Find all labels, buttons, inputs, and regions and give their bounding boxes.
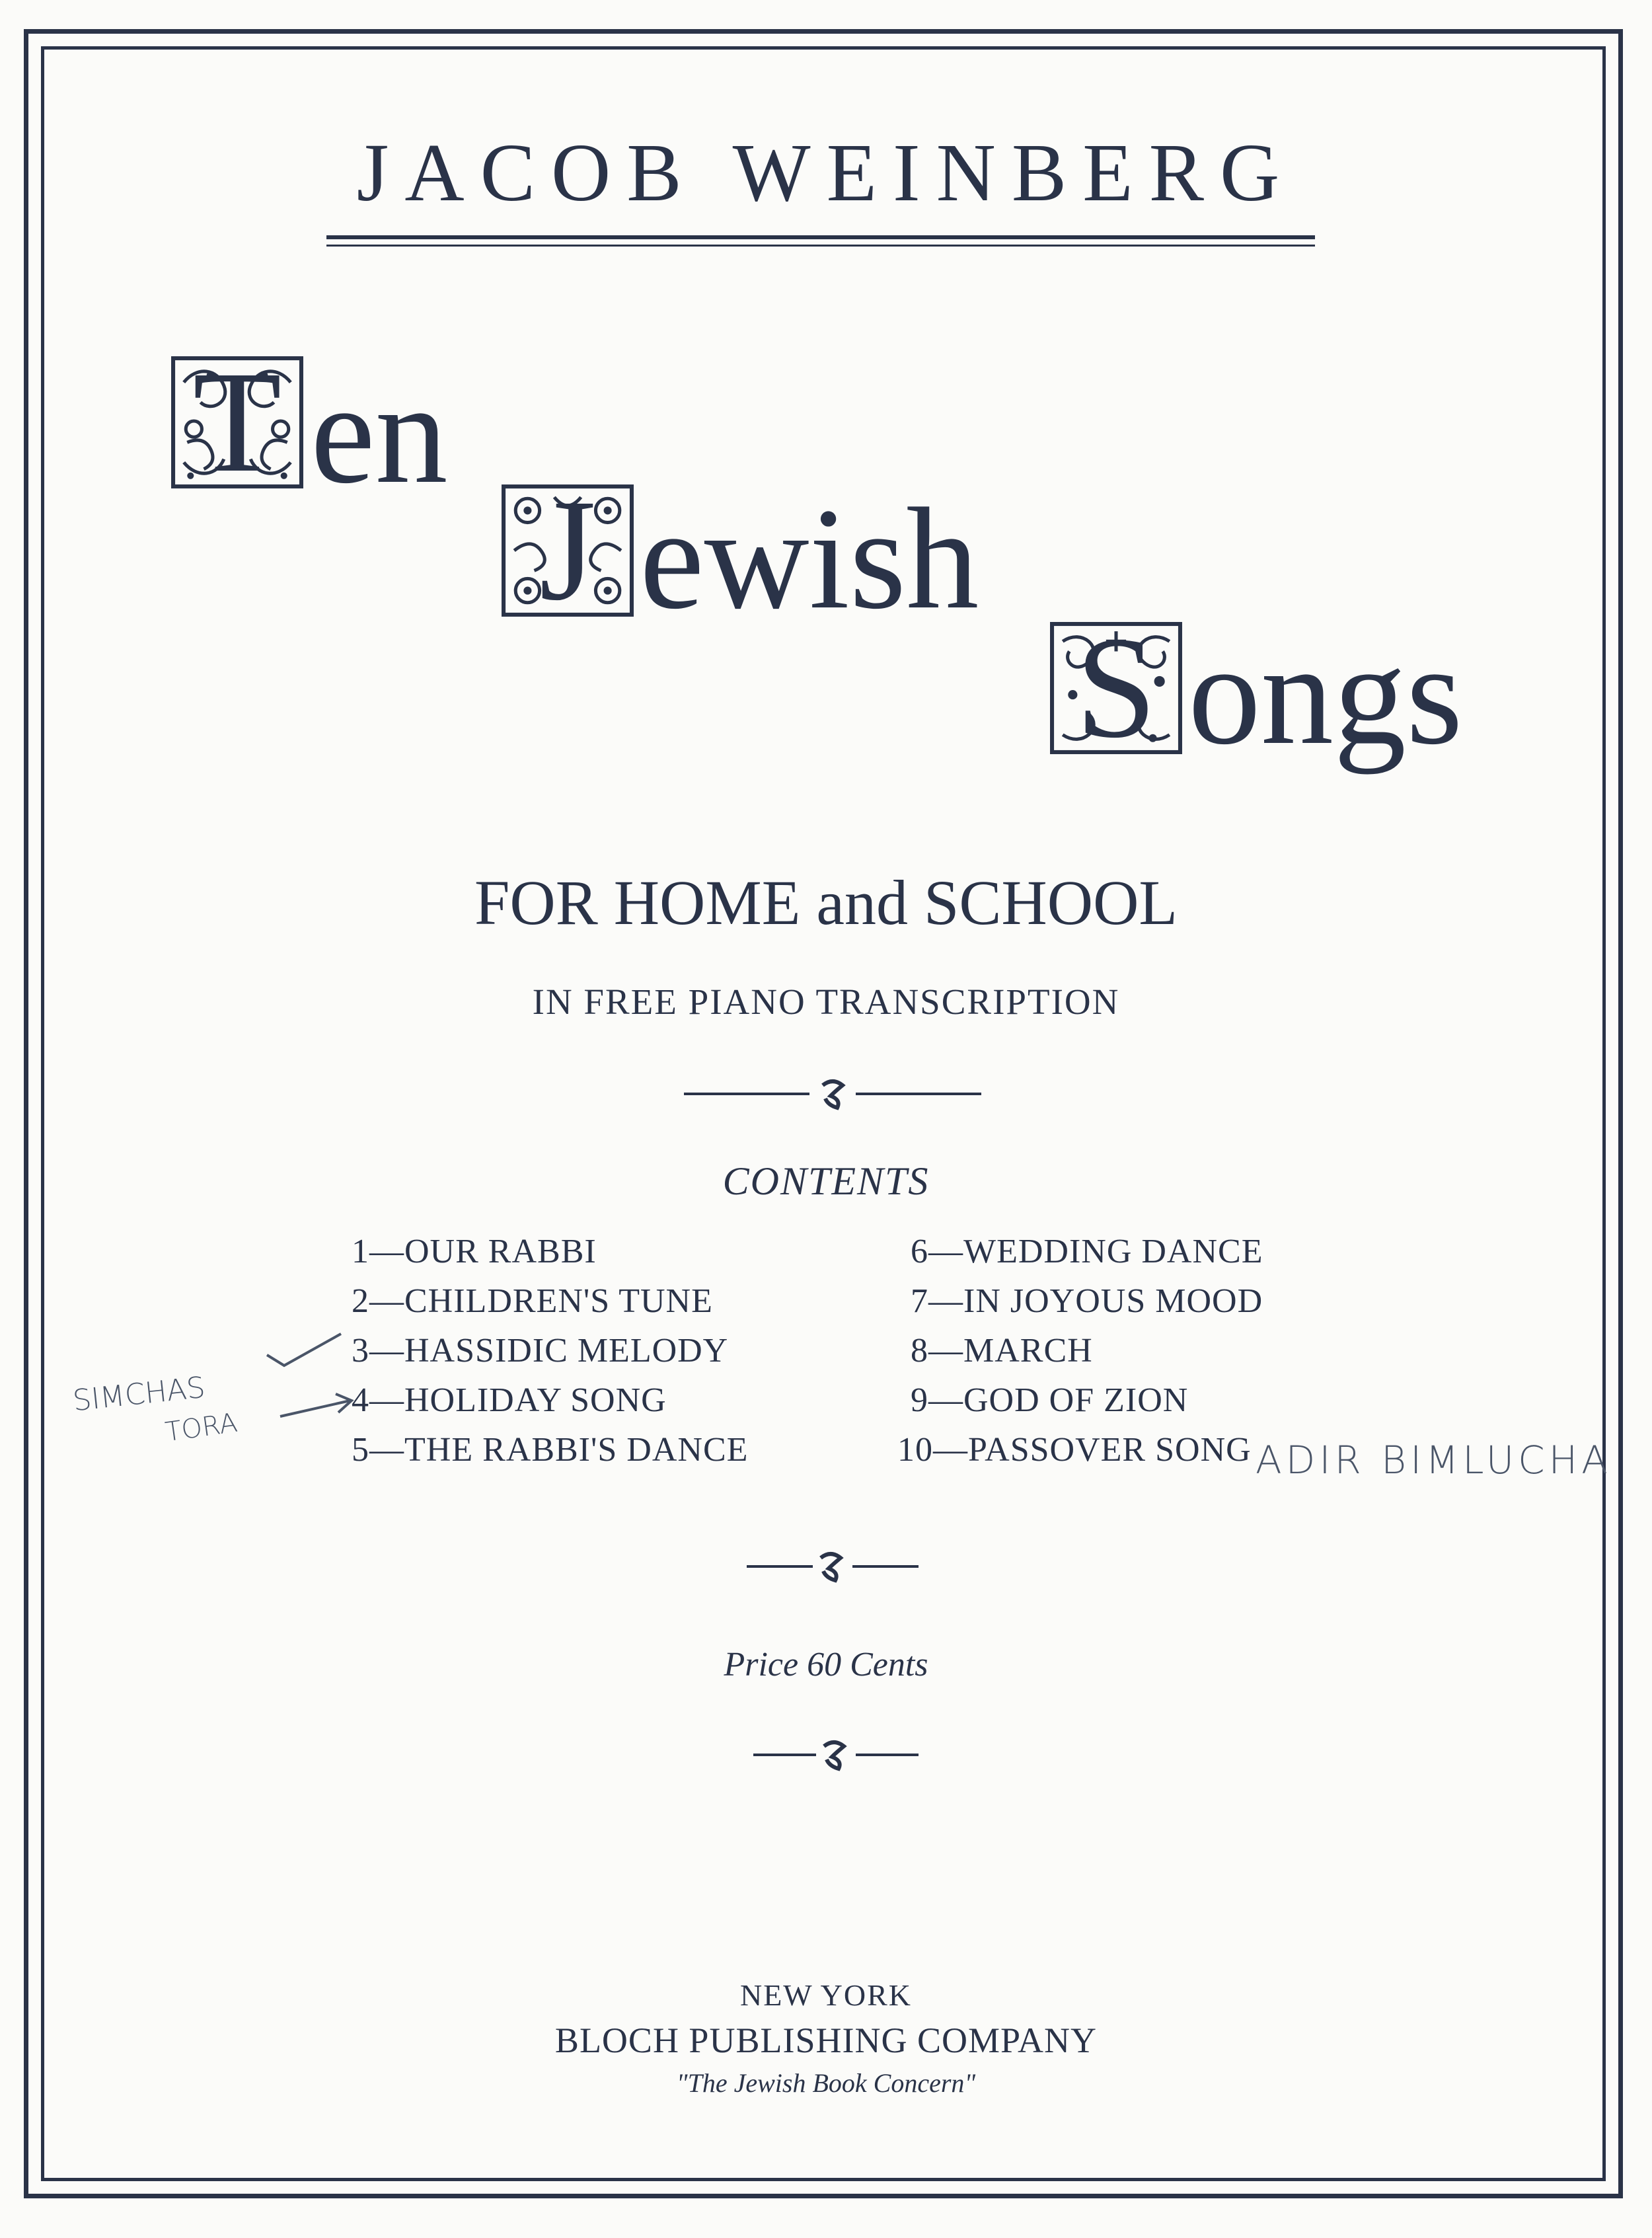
ornament-divider <box>747 1550 919 1583</box>
item-title: IN JOYOUS MOOD <box>963 1282 1263 1320</box>
contents-item: 5—THE RABBI'S DANCE <box>352 1431 749 1469</box>
title-word-ten: en <box>311 352 448 514</box>
checkmark-icon <box>264 1329 344 1368</box>
imprint-city: NEW YORK <box>739 1978 913 2012</box>
contents-item: 1—OUR RABBI <box>352 1233 597 1270</box>
initial-letter-j: J <box>539 469 596 631</box>
ornate-initial-j <box>501 469 634 631</box>
handwritten-note-simchas: SIMCHAS <box>71 1370 207 1418</box>
item-number: 1 <box>352 1233 369 1270</box>
item-number: 8 <box>911 1332 928 1370</box>
item-title: WEDDING DANCE <box>963 1233 1263 1270</box>
item-number: 9 <box>911 1381 928 1419</box>
item-number: 2 <box>352 1282 369 1320</box>
item-title: OUR RABBI <box>404 1233 597 1270</box>
contents-item: 7—IN JOYOUS MOOD <box>911 1282 1263 1320</box>
contents-item: 9—GOD OF ZION <box>911 1381 1189 1419</box>
arrow-right-icon <box>278 1391 356 1424</box>
item-number: 4 <box>352 1381 369 1419</box>
ornate-initial-s <box>1049 607 1183 768</box>
ornament-divider <box>684 1077 981 1110</box>
handwritten-note-tora: TORA <box>163 1407 240 1448</box>
imprint-tagline: "The Jewish Book Concern" <box>676 2068 976 2098</box>
item-title: HOLIDAY SONG <box>404 1381 667 1419</box>
contents-item: 6—WEDDING DANCE <box>911 1233 1263 1270</box>
item-title: GOD OF ZION <box>963 1381 1189 1419</box>
initial-letter-t: T <box>192 341 282 502</box>
item-title: CHILDREN'S TUNE <box>404 1282 713 1320</box>
item-number: 7 <box>911 1282 928 1320</box>
item-title: THE RABBI'S DANCE <box>404 1431 749 1469</box>
price: Price 60 Cents <box>724 1646 928 1683</box>
item-number: 10 <box>897 1431 933 1469</box>
item-number: 6 <box>911 1233 928 1270</box>
ornate-initial-t <box>170 341 304 502</box>
initial-letter-s: S <box>1075 607 1157 768</box>
handwritten-note-adir-bimlucha: ADIR BIMLUCHA <box>1256 1438 1612 1483</box>
contents-item: 4—HOLIDAY SONG <box>352 1381 667 1419</box>
item-title: PASSOVER SONG <box>968 1431 1252 1469</box>
imprint-publisher: BLOCH PUBLISHING COMPANY <box>554 2021 1098 2060</box>
contents-item: 3—HASSIDIC MELODY <box>352 1332 729 1370</box>
ornament-divider <box>753 1738 919 1771</box>
title-word-jewish: ewish <box>640 478 979 639</box>
sub-subtitle: IN FREE PIANO TRANSCRIPTION <box>532 982 1120 1022</box>
contents-item: 10—PASSOVER SONG <box>897 1431 1252 1469</box>
item-number: 3 <box>352 1332 369 1370</box>
contents-item: 2—CHILDREN'S TUNE <box>352 1282 713 1320</box>
author-rule-top <box>326 235 1315 239</box>
subtitle: FOR HOME and SCHOOL <box>474 867 1178 938</box>
item-title: HASSIDIC MELODY <box>404 1332 729 1370</box>
contents-item: 8—MARCH <box>911 1332 1093 1370</box>
author-name: JACOB WEINBERG <box>356 128 1296 219</box>
title-word-songs: ongs <box>1188 613 1463 775</box>
item-number: 5 <box>352 1431 369 1469</box>
contents-heading: CONTENTS <box>722 1159 930 1203</box>
item-title: MARCH <box>963 1332 1093 1370</box>
author-rule-bottom <box>326 245 1315 247</box>
